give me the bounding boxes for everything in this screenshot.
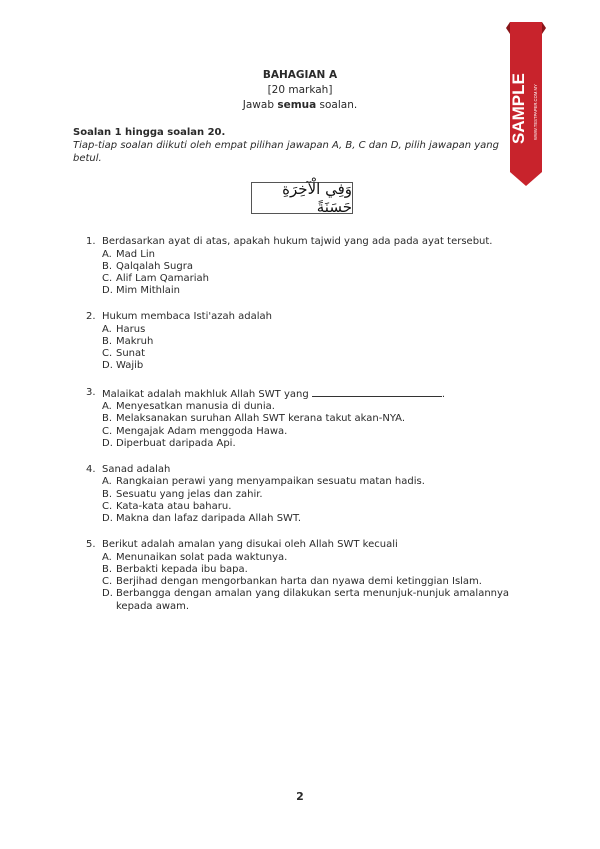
instruction-bold: semua xyxy=(277,99,317,111)
answer-option xyxy=(86,564,546,576)
ribbon-fold-left xyxy=(506,22,510,34)
option-letter: C. xyxy=(102,272,113,284)
option-text: Kata-kata atau baharu. xyxy=(116,500,232,512)
option-letter: B. xyxy=(102,260,113,272)
answer-option xyxy=(86,489,546,501)
option-text: Sunat xyxy=(116,348,146,360)
option-letter: D. xyxy=(102,437,113,449)
question-number: 1. xyxy=(86,236,96,247)
answer-option xyxy=(86,261,546,273)
instruction-suffix: soalan. xyxy=(316,99,358,111)
answer-option xyxy=(86,438,546,450)
instructions-body: Tiap-tiap soalan diikuti oleh empat pilihan jawapan A, B, C dan D, pilih jawapan yang betul. xyxy=(73,140,499,164)
option-text: Makruh xyxy=(116,336,154,348)
answer-option xyxy=(86,588,546,612)
option-letter: A. xyxy=(102,476,112,488)
answer-option xyxy=(86,576,546,588)
option-letter: B. xyxy=(102,336,113,348)
question-instructions xyxy=(73,126,513,165)
option-letter: C. xyxy=(102,500,113,512)
option-text: Menyesatkan manusia di dunia. xyxy=(116,401,275,413)
question-text: Berdasarkan ayat di atas, apakah hukum tajwid yang ada pada ayat tersebut. xyxy=(102,236,493,247)
arabic-verse-box xyxy=(251,182,353,214)
option-text: Makna dan lafaz daripada Allah SWT. xyxy=(116,513,302,525)
option-letter: C. xyxy=(102,576,113,588)
question-number: 3. xyxy=(86,386,96,398)
answer-option xyxy=(86,552,546,564)
question-text-suffix: . xyxy=(441,388,446,400)
question-item xyxy=(86,236,546,297)
option-letter: C. xyxy=(102,348,113,360)
question-stem xyxy=(86,539,546,552)
answer-option xyxy=(86,324,546,336)
answer-option xyxy=(86,360,546,372)
question-text-wrap xyxy=(102,464,546,477)
question-text-wrap xyxy=(102,311,546,324)
option-text: Mim Mithlain xyxy=(116,285,181,297)
instruction-prefix: Jawab xyxy=(242,99,278,111)
question-text: Malaikat adalah makhluk Allah SWT yang xyxy=(102,388,309,400)
sample-watermark-ribbon xyxy=(506,22,546,192)
answer-option xyxy=(86,273,546,285)
question-stem xyxy=(86,464,546,477)
option-letter: B. xyxy=(102,488,113,500)
answer-option xyxy=(86,249,546,261)
question-text: Sanad adalah xyxy=(102,463,171,475)
option-letter: B. xyxy=(102,563,113,575)
option-letter: D. xyxy=(102,513,113,525)
question-item xyxy=(86,311,546,372)
question-number: 4. xyxy=(86,463,96,475)
question-text-wrap xyxy=(102,539,546,552)
option-letter: D. xyxy=(102,588,113,600)
question-stem xyxy=(86,236,546,249)
option-letter: B. xyxy=(102,413,113,425)
ribbon-fold-right xyxy=(542,22,546,34)
option-text: Mad Lin xyxy=(116,248,155,260)
option-text: Berbakti kepada ibu bapa. xyxy=(116,563,248,575)
option-text: Sesuatu yang jelas dan zahir. xyxy=(116,488,263,500)
option-letter: C. xyxy=(102,425,113,437)
option-text: Diperbuat daripada Api. xyxy=(116,437,236,449)
marks-label: [20 markah] xyxy=(267,84,333,96)
question-text: Berikut adalah amalan yang disukai oleh Allah SWT kecuali xyxy=(102,539,398,551)
option-text: Qalqalah Sugra xyxy=(116,260,193,272)
option-letter: A. xyxy=(102,401,112,413)
option-letter: A. xyxy=(102,551,112,563)
question-text: Hukum membaca Isti'azah adalah xyxy=(102,311,272,323)
answer-blank xyxy=(312,387,442,397)
answer-option xyxy=(86,348,546,360)
answer-option xyxy=(86,285,546,297)
option-text: Menunaikan solat pada waktunya. xyxy=(116,551,288,563)
question-stem xyxy=(86,387,546,402)
option-letter: D. xyxy=(102,285,113,297)
answer-option xyxy=(86,513,546,525)
option-letter: A. xyxy=(102,248,112,260)
option-text: Berjihad dengan mengorbankan harta dan nyawa demi ketinggian Islam. xyxy=(116,576,482,588)
question-number: 5. xyxy=(86,539,96,551)
answer-option xyxy=(86,401,546,413)
page-number: 2 xyxy=(296,790,304,803)
watermark-url: WWW.TESTPAPER.COM.MY xyxy=(533,84,538,140)
option-text: Berbangga dengan amalan yang dilakukan serta menunjuk-nunjuk amalannya kepada awam. xyxy=(116,588,510,612)
option-text: Wajib xyxy=(116,360,144,372)
question-text-wrap xyxy=(102,387,546,402)
watermark-text: SAMPLE xyxy=(509,73,528,144)
answer-option xyxy=(86,336,546,348)
question-item xyxy=(86,539,546,613)
option-text: Harus xyxy=(116,323,146,335)
question-item xyxy=(86,464,546,525)
arabic-verse: وَفِي الْآخِرَةِ حَسَنَةً xyxy=(282,180,352,216)
question-list xyxy=(86,236,546,627)
option-text: Mengajak Adam menggoda Hawa. xyxy=(116,425,288,437)
question-number: 2. xyxy=(86,311,96,323)
answer-option xyxy=(86,413,546,425)
option-text: Melaksanakan suruhan Allah SWT kerana takut akan-NYA. xyxy=(116,413,405,425)
answer-option xyxy=(86,476,546,488)
option-text: Rangkaian perawi yang menyampaikan sesuatu matan hadis. xyxy=(116,476,425,488)
option-letter: A. xyxy=(102,323,112,335)
question-text-wrap xyxy=(102,236,546,249)
section-title: BAHAGIAN A xyxy=(262,69,338,81)
question-stem xyxy=(86,311,546,324)
answer-option xyxy=(86,501,546,513)
question-item xyxy=(86,387,546,450)
option-text: Alif Lam Qamariah xyxy=(116,272,209,284)
answer-option xyxy=(86,426,546,438)
instructions-lead: Soalan 1 hingga soalan 20. xyxy=(73,127,226,138)
option-letter: D. xyxy=(102,360,113,372)
